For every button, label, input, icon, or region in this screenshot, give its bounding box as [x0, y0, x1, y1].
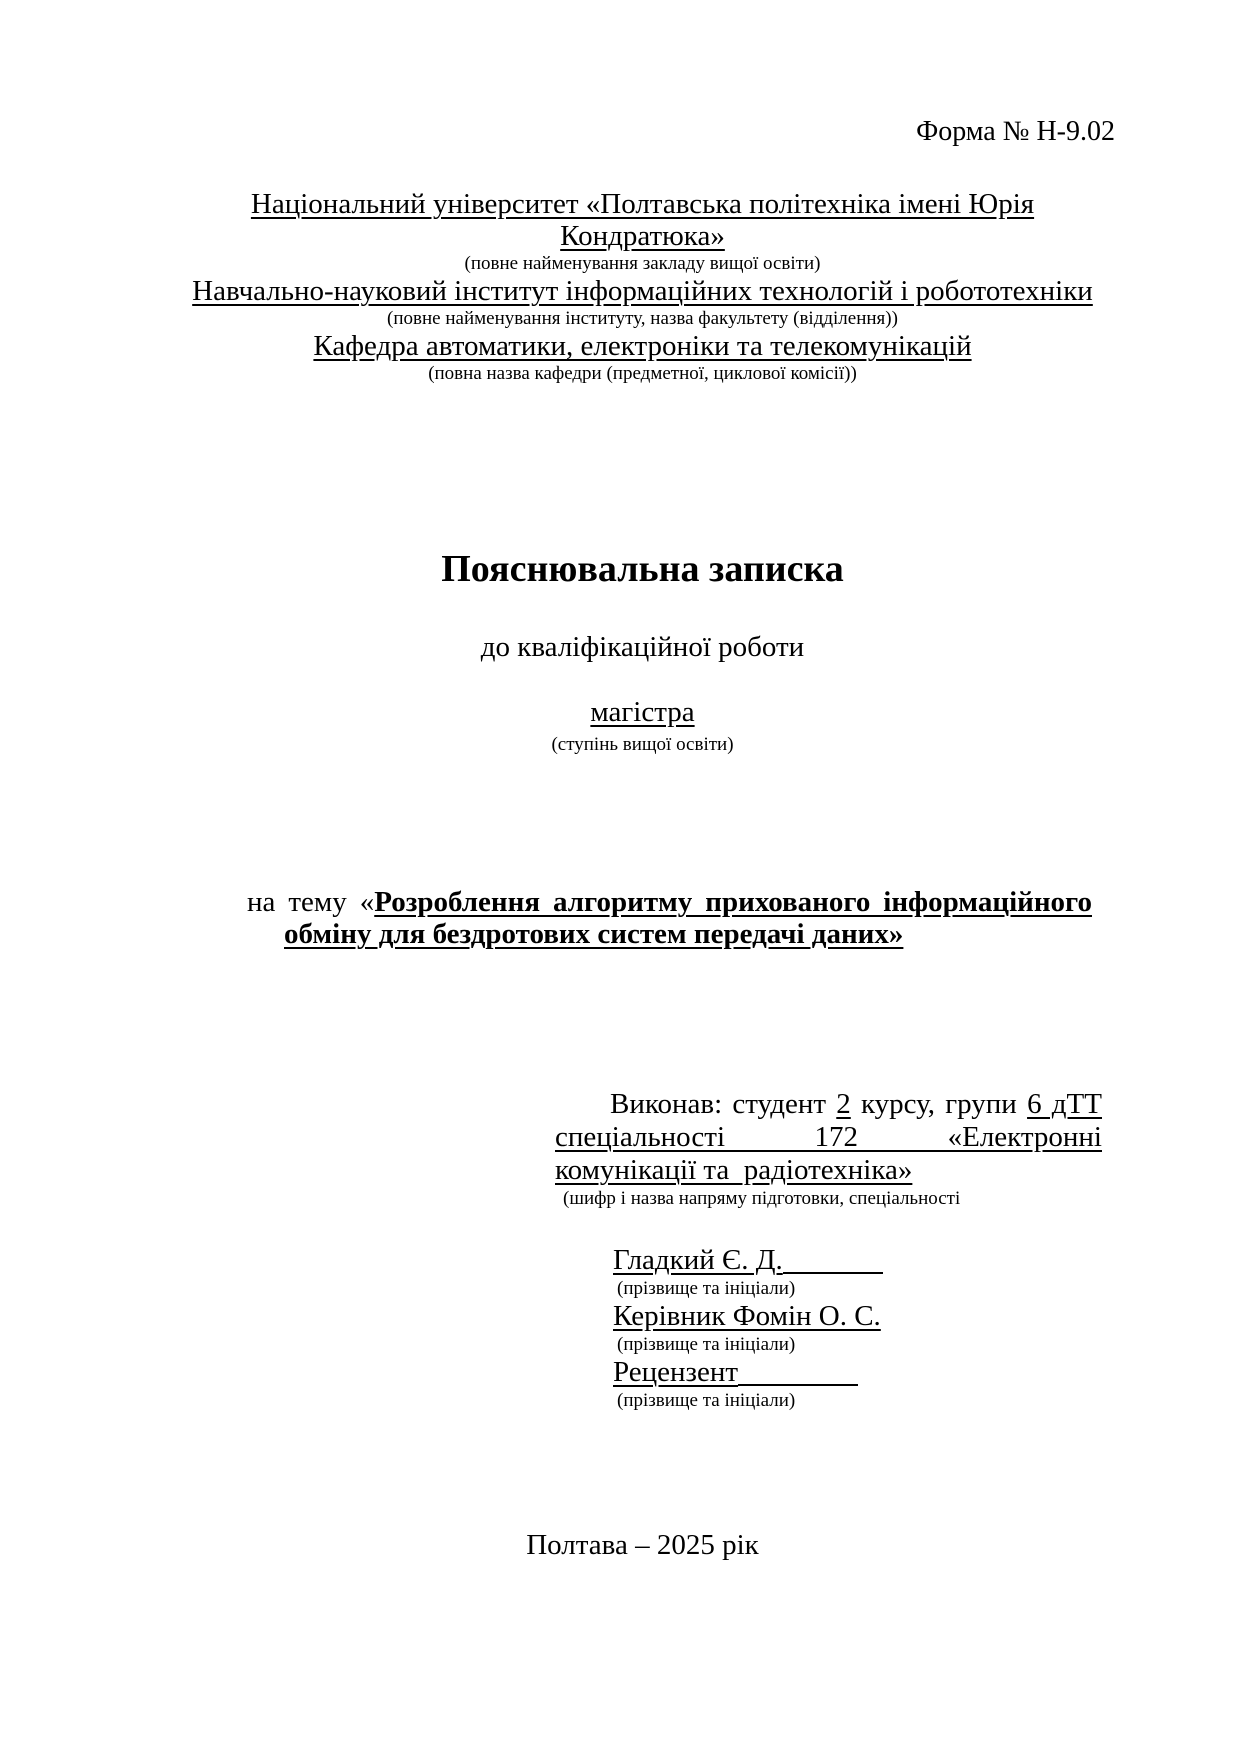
- institute-name: Навчально-науковий інститут інформаційних технологій і робототехніки: [192, 275, 1093, 307]
- university-note: (повне найменування закладу вищої освіти): [464, 253, 821, 274]
- reviewer-label: Рецензент: [613, 1356, 739, 1388]
- degree: [172, 695, 1113, 729]
- footer-city-year: Полтава – 2025 рік: [526, 1529, 759, 1561]
- spacer: [555, 1210, 1102, 1244]
- topic-prefix: на тему «: [247, 886, 375, 918]
- performer-speciality-line2: [555, 1154, 1102, 1187]
- topic-line1: [247, 886, 1092, 918]
- department-note: (повна назва кафедри (предметної, циклової комісії)): [428, 363, 857, 384]
- speciality-note: (шифр і назва напряму підготовки, спеціальності: [563, 1188, 961, 1209]
- institute-note: (повне найменування інституту, назва факультету (відділення)): [387, 308, 898, 329]
- performer-course: 2: [836, 1088, 851, 1120]
- student-signature-row: [613, 1244, 1102, 1277]
- degree-text: магістра: [590, 696, 695, 728]
- signature-line: [783, 1272, 883, 1274]
- supervisor-signature-row: [613, 1300, 1102, 1333]
- reviewer-name-note: (прізвище та ініціали): [617, 1390, 796, 1411]
- performer-group: 6 дТТ: [1027, 1088, 1102, 1120]
- reviewer-signature-row: [613, 1356, 1102, 1389]
- performer-line1-pre: Виконав: студент: [610, 1088, 837, 1120]
- supervisor-name: Керівник Фомін О. С.: [613, 1300, 881, 1332]
- document-header: [172, 188, 1113, 385]
- performer-line1-mid: курсу, групи: [850, 1088, 1028, 1120]
- performer-speciality-line: спеціальності 172 «Електронні: [555, 1121, 1102, 1153]
- document-title: Пояснювальна записка: [441, 548, 844, 590]
- document-subtitle: до кваліфікаційної роботи: [480, 631, 805, 663]
- supervisor-name-note: (прізвище та ініціали): [617, 1334, 796, 1355]
- performer-speciality-text: комунікації та радіотехніка»: [555, 1154, 913, 1186]
- topic: [247, 886, 1092, 950]
- topic-line2: [284, 918, 1092, 950]
- university-name-line2: Кондратюка»: [560, 220, 725, 252]
- signature-line: [738, 1384, 858, 1386]
- degree-note: (ступінь вищої освіти): [551, 734, 734, 755]
- university-name-line1: Національний університет «Полтавська політехніка імені Юрія: [250, 188, 1035, 220]
- topic-text-line1: Розроблення алгоритму прихованого інформаційного: [374, 886, 1092, 918]
- performer-line1: [555, 1088, 1102, 1121]
- student-name: Гладкий Є. Д.: [613, 1244, 783, 1276]
- performer-block: [555, 1088, 1102, 1412]
- department-name: Кафедра автоматики, електроніки та телекомунікацій: [313, 330, 972, 362]
- student-name-note: (прізвище та ініціали): [617, 1278, 796, 1299]
- topic-text-line2: обміну для бездротових систем передачі даних»: [284, 918, 904, 950]
- form-number: Форма № Н-9.02: [916, 116, 1115, 147]
